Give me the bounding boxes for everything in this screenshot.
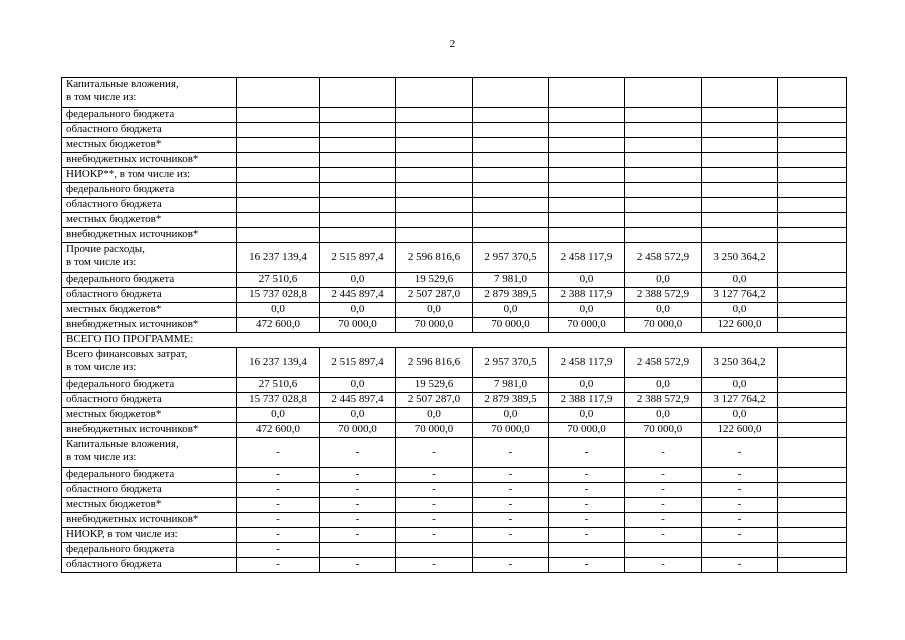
table-cell bbox=[237, 168, 320, 183]
table-cell bbox=[473, 108, 549, 123]
row-label: Капитальные вложения, в том числе из: bbox=[62, 78, 237, 108]
table-row bbox=[62, 123, 847, 138]
table-cell: 0,0 bbox=[237, 303, 320, 318]
table-cell bbox=[778, 318, 847, 333]
table-cell bbox=[778, 213, 847, 228]
table-cell: 2 458 572,9 bbox=[625, 243, 702, 273]
table-row bbox=[62, 303, 847, 318]
row-label: внебюджетных источников* bbox=[62, 318, 237, 333]
table-cell: - bbox=[237, 438, 320, 468]
table-cell bbox=[320, 78, 396, 108]
row-label: НИОКР**, в том числе из: bbox=[62, 168, 237, 183]
table-cell bbox=[778, 348, 847, 378]
table-cell: - bbox=[625, 438, 702, 468]
table-cell bbox=[702, 213, 778, 228]
table-cell bbox=[778, 528, 847, 543]
row-label: областного бюджета bbox=[62, 123, 237, 138]
budget-table bbox=[61, 77, 847, 573]
table-cell bbox=[473, 228, 549, 243]
table-cell: 0,0 bbox=[320, 303, 396, 318]
table-cell: - bbox=[473, 528, 549, 543]
table-row bbox=[62, 348, 847, 378]
table-row bbox=[62, 513, 847, 528]
table-cell: 3 250 364,2 bbox=[702, 348, 778, 378]
table-cell bbox=[625, 78, 702, 108]
table-cell bbox=[778, 423, 847, 438]
table-cell: 27 510,6 bbox=[237, 273, 320, 288]
row-label: федерального бюджета bbox=[62, 273, 237, 288]
table-cell bbox=[549, 108, 625, 123]
row-label: Всего финансовых затрат, в том числе из: bbox=[62, 348, 237, 378]
table-cell bbox=[320, 228, 396, 243]
table-cell: 0,0 bbox=[320, 408, 396, 423]
table-cell bbox=[396, 198, 473, 213]
table-cell bbox=[702, 153, 778, 168]
row-label: Прочие расходы, в том числе из: bbox=[62, 243, 237, 273]
table-cell: 0,0 bbox=[237, 408, 320, 423]
table-cell: 0,0 bbox=[549, 273, 625, 288]
table-cell: 2 957 370,5 bbox=[473, 243, 549, 273]
table-cell bbox=[320, 153, 396, 168]
table-row bbox=[62, 438, 847, 468]
table-cell: - bbox=[702, 483, 778, 498]
row-label: НИОКР, в том числе из: bbox=[62, 528, 237, 543]
table-cell bbox=[396, 78, 473, 108]
table-cell bbox=[320, 198, 396, 213]
table-cell: 27 510,6 bbox=[237, 378, 320, 393]
table-cell bbox=[778, 558, 847, 573]
table-cell: 2 596 816,6 bbox=[396, 348, 473, 378]
table-cell bbox=[778, 393, 847, 408]
table-cell bbox=[473, 198, 549, 213]
table-cell bbox=[778, 168, 847, 183]
table-cell bbox=[237, 108, 320, 123]
row-label: внебюджетных источников* bbox=[62, 423, 237, 438]
table-cell bbox=[778, 273, 847, 288]
table-cell: - bbox=[320, 528, 396, 543]
row-label: федерального бюджета bbox=[62, 543, 237, 558]
table-cell bbox=[396, 108, 473, 123]
table-cell bbox=[778, 378, 847, 393]
table-row bbox=[62, 333, 847, 348]
table-cell bbox=[237, 123, 320, 138]
table-cell: 2 507 287,0 bbox=[396, 288, 473, 303]
table-cell: 0,0 bbox=[320, 378, 396, 393]
table-cell bbox=[549, 123, 625, 138]
table-cell bbox=[473, 213, 549, 228]
table-cell bbox=[702, 543, 778, 558]
table-cell: - bbox=[473, 558, 549, 573]
table-cell bbox=[778, 123, 847, 138]
table-cell: - bbox=[320, 483, 396, 498]
table-cell: - bbox=[396, 468, 473, 483]
table-cell bbox=[778, 243, 847, 273]
table-cell bbox=[237, 228, 320, 243]
table-cell bbox=[549, 138, 625, 153]
table-cell: 0,0 bbox=[625, 273, 702, 288]
table-cell bbox=[625, 213, 702, 228]
table-row bbox=[62, 423, 847, 438]
table-cell bbox=[702, 78, 778, 108]
table-cell: - bbox=[549, 513, 625, 528]
table-cell: - bbox=[473, 483, 549, 498]
table-cell: - bbox=[549, 528, 625, 543]
table-cell: - bbox=[237, 513, 320, 528]
table-cell: 15 737 028,8 bbox=[237, 393, 320, 408]
table-cell: 70 000,0 bbox=[549, 423, 625, 438]
table-cell: - bbox=[625, 498, 702, 513]
table-row bbox=[62, 273, 847, 288]
table-cell: 0,0 bbox=[396, 408, 473, 423]
table-cell: - bbox=[625, 483, 702, 498]
table-cell bbox=[237, 213, 320, 228]
table-cell: - bbox=[237, 558, 320, 573]
table-cell bbox=[473, 168, 549, 183]
table-cell: 0,0 bbox=[473, 303, 549, 318]
table-cell bbox=[778, 513, 847, 528]
table-cell bbox=[778, 78, 847, 108]
table-cell: - bbox=[396, 498, 473, 513]
table-cell bbox=[396, 168, 473, 183]
table-cell: - bbox=[473, 498, 549, 513]
table-cell: 15 737 028,8 bbox=[237, 288, 320, 303]
table-cell bbox=[702, 168, 778, 183]
table-cell bbox=[549, 168, 625, 183]
table-cell bbox=[778, 498, 847, 513]
table-cell: - bbox=[320, 498, 396, 513]
row-label: областного бюджета bbox=[62, 393, 237, 408]
table-cell: 0,0 bbox=[473, 408, 549, 423]
table-cell: 0,0 bbox=[702, 303, 778, 318]
table-cell bbox=[320, 108, 396, 123]
table-cell: - bbox=[320, 438, 396, 468]
table-cell: 3 250 364,2 bbox=[702, 243, 778, 273]
row-label: внебюджетных источников* bbox=[62, 228, 237, 243]
table-cell: 16 237 139,4 bbox=[237, 348, 320, 378]
table-cell: 0,0 bbox=[702, 408, 778, 423]
table-cell: 0,0 bbox=[549, 303, 625, 318]
row-label: областного бюджета bbox=[62, 288, 237, 303]
table-cell bbox=[778, 108, 847, 123]
row-label: местных бюджетов* bbox=[62, 303, 237, 318]
table-cell bbox=[396, 138, 473, 153]
table-cell: - bbox=[549, 483, 625, 498]
table-cell: 2 957 370,5 bbox=[473, 348, 549, 378]
table-row bbox=[62, 198, 847, 213]
table-row bbox=[62, 228, 847, 243]
table-cell bbox=[549, 183, 625, 198]
table-cell bbox=[549, 198, 625, 213]
table-cell: 3 127 764,2 bbox=[702, 393, 778, 408]
table-cell bbox=[320, 213, 396, 228]
table-cell: 7 981,0 bbox=[473, 378, 549, 393]
table-cell: - bbox=[625, 513, 702, 528]
table-cell bbox=[778, 438, 847, 468]
row-label: местных бюджетов* bbox=[62, 498, 237, 513]
table-cell bbox=[778, 543, 847, 558]
table-cell bbox=[549, 213, 625, 228]
table-cell: 2 445 897,4 bbox=[320, 393, 396, 408]
table-cell: - bbox=[237, 543, 320, 558]
table-cell: 70 000,0 bbox=[320, 318, 396, 333]
table-cell: 122 600,0 bbox=[702, 318, 778, 333]
table-cell bbox=[549, 228, 625, 243]
table-cell: 2 879 389,5 bbox=[473, 288, 549, 303]
table-row bbox=[62, 168, 847, 183]
table-cell: - bbox=[320, 513, 396, 528]
table-cell bbox=[778, 138, 847, 153]
table-cell: - bbox=[625, 558, 702, 573]
table-cell: 16 237 139,4 bbox=[237, 243, 320, 273]
table-cell bbox=[778, 228, 847, 243]
row-label: местных бюджетов* bbox=[62, 408, 237, 423]
table-cell bbox=[625, 108, 702, 123]
table-cell bbox=[473, 78, 549, 108]
table-row bbox=[62, 108, 847, 123]
row-label: местных бюджетов* bbox=[62, 213, 237, 228]
table-cell: 0,0 bbox=[549, 378, 625, 393]
table-cell: 0,0 bbox=[625, 408, 702, 423]
row-label: областного бюджета bbox=[62, 483, 237, 498]
table-cell: 472 600,0 bbox=[237, 318, 320, 333]
table-cell: 70 000,0 bbox=[320, 423, 396, 438]
table-cell: 2 458 117,9 bbox=[549, 348, 625, 378]
table-cell: - bbox=[549, 468, 625, 483]
row-label: местных бюджетов* bbox=[62, 138, 237, 153]
table-cell bbox=[625, 138, 702, 153]
table-cell bbox=[625, 168, 702, 183]
table-cell bbox=[473, 153, 549, 168]
table-cell bbox=[778, 468, 847, 483]
table-cell: 70 000,0 bbox=[473, 318, 549, 333]
table-cell: 2 388 117,9 bbox=[549, 288, 625, 303]
table-cell: 2 515 897,4 bbox=[320, 243, 396, 273]
table-cell: 70 000,0 bbox=[625, 318, 702, 333]
table-cell: 19 529,6 bbox=[396, 273, 473, 288]
table-cell: - bbox=[396, 558, 473, 573]
table-cell bbox=[237, 78, 320, 108]
table-row bbox=[62, 408, 847, 423]
table-cell: - bbox=[473, 468, 549, 483]
table-cell bbox=[237, 183, 320, 198]
table-cell: 70 000,0 bbox=[625, 423, 702, 438]
table-cell: 2 388 572,9 bbox=[625, 288, 702, 303]
table-row bbox=[62, 183, 847, 198]
table-cell bbox=[625, 183, 702, 198]
table-row bbox=[62, 558, 847, 573]
table-cell bbox=[549, 153, 625, 168]
table-cell bbox=[625, 543, 702, 558]
table-cell: - bbox=[396, 438, 473, 468]
table-cell: - bbox=[549, 498, 625, 513]
row-label: внебюджетных источников* bbox=[62, 153, 237, 168]
table-cell: - bbox=[396, 483, 473, 498]
table-cell: - bbox=[396, 513, 473, 528]
table-cell bbox=[778, 288, 847, 303]
row-label: областного бюджета bbox=[62, 198, 237, 213]
table-cell: - bbox=[625, 468, 702, 483]
table-cell bbox=[396, 183, 473, 198]
row-label: федерального бюджета bbox=[62, 378, 237, 393]
row-label: Капитальные вложения, в том числе из: bbox=[62, 438, 237, 468]
table-cell bbox=[320, 123, 396, 138]
table-cell bbox=[702, 183, 778, 198]
table-cell: - bbox=[237, 483, 320, 498]
table-cell bbox=[237, 138, 320, 153]
table-row bbox=[62, 318, 847, 333]
table-cell: 2 388 572,9 bbox=[625, 393, 702, 408]
table-cell: - bbox=[702, 558, 778, 573]
table-cell bbox=[549, 543, 625, 558]
table-row bbox=[62, 78, 847, 108]
table-cell: 0,0 bbox=[625, 378, 702, 393]
table-cell bbox=[396, 153, 473, 168]
table-cell: 472 600,0 bbox=[237, 423, 320, 438]
table-cell bbox=[702, 138, 778, 153]
table-cell: - bbox=[625, 528, 702, 543]
table-cell: 19 529,6 bbox=[396, 378, 473, 393]
table-cell bbox=[625, 153, 702, 168]
table-cell bbox=[625, 228, 702, 243]
table-cell bbox=[625, 123, 702, 138]
table-cell: 70 000,0 bbox=[473, 423, 549, 438]
table-cell: 0,0 bbox=[625, 303, 702, 318]
table-cell bbox=[396, 543, 473, 558]
table-cell: 0,0 bbox=[320, 273, 396, 288]
table-row bbox=[62, 393, 847, 408]
table-row bbox=[62, 138, 847, 153]
table-cell: - bbox=[237, 468, 320, 483]
table-cell: - bbox=[396, 528, 473, 543]
table-cell bbox=[320, 183, 396, 198]
row-label: федерального бюджета bbox=[62, 108, 237, 123]
table-cell bbox=[473, 138, 549, 153]
table-cell bbox=[320, 138, 396, 153]
table-cell: - bbox=[702, 438, 778, 468]
table-row bbox=[62, 213, 847, 228]
table-row bbox=[62, 288, 847, 303]
table-cell: 70 000,0 bbox=[549, 318, 625, 333]
table-cell bbox=[473, 543, 549, 558]
table-cell bbox=[549, 78, 625, 108]
table-cell bbox=[320, 543, 396, 558]
table-cell: 70 000,0 bbox=[396, 423, 473, 438]
table-cell bbox=[778, 153, 847, 168]
table-cell: - bbox=[473, 513, 549, 528]
table-cell bbox=[237, 198, 320, 213]
table-cell: - bbox=[702, 528, 778, 543]
table-row bbox=[62, 528, 847, 543]
table-row bbox=[62, 378, 847, 393]
table-cell bbox=[778, 198, 847, 213]
table-cell bbox=[702, 228, 778, 243]
table-cell: 0,0 bbox=[549, 408, 625, 423]
table-row bbox=[62, 468, 847, 483]
table-cell: - bbox=[702, 468, 778, 483]
table-cell bbox=[778, 408, 847, 423]
table-cell bbox=[625, 198, 702, 213]
table-cell bbox=[702, 198, 778, 213]
table-row bbox=[62, 543, 847, 558]
table-cell: - bbox=[237, 528, 320, 543]
table-row bbox=[62, 483, 847, 498]
table-cell bbox=[396, 213, 473, 228]
table-cell: 0,0 bbox=[702, 378, 778, 393]
table-cell bbox=[396, 228, 473, 243]
row-label: федерального бюджета bbox=[62, 468, 237, 483]
table-cell bbox=[702, 123, 778, 138]
table-cell bbox=[702, 108, 778, 123]
table-cell bbox=[237, 153, 320, 168]
table-row bbox=[62, 153, 847, 168]
table-cell: - bbox=[237, 498, 320, 513]
table-cell bbox=[778, 183, 847, 198]
table-cell: 70 000,0 bbox=[396, 318, 473, 333]
table-cell: - bbox=[320, 558, 396, 573]
table-cell bbox=[320, 168, 396, 183]
row-label: ВСЕГО ПО ПРОГРАММЕ: bbox=[62, 333, 847, 348]
table-cell: 2 445 897,4 bbox=[320, 288, 396, 303]
table-cell: - bbox=[473, 438, 549, 468]
table-cell bbox=[473, 183, 549, 198]
row-label: внебюджетных источников* bbox=[62, 513, 237, 528]
table-cell: 2 596 816,6 bbox=[396, 243, 473, 273]
table-cell: 7 981,0 bbox=[473, 273, 549, 288]
table-cell bbox=[778, 303, 847, 318]
row-label: федерального бюджета bbox=[62, 183, 237, 198]
table-row bbox=[62, 243, 847, 273]
table-cell: - bbox=[702, 513, 778, 528]
table-cell: 0,0 bbox=[396, 303, 473, 318]
table-cell bbox=[396, 123, 473, 138]
table-cell: 0,0 bbox=[702, 273, 778, 288]
page-number: 2 bbox=[449, 38, 456, 50]
table-cell: 2 507 287,0 bbox=[396, 393, 473, 408]
table-cell: 2 515 897,4 bbox=[320, 348, 396, 378]
table-row bbox=[62, 498, 847, 513]
table-cell bbox=[778, 483, 847, 498]
table-cell: 2 879 389,5 bbox=[473, 393, 549, 408]
table-cell: - bbox=[702, 498, 778, 513]
table-cell: 2 458 117,9 bbox=[549, 243, 625, 273]
table-cell: 122 600,0 bbox=[702, 423, 778, 438]
table-cell: 3 127 764,2 bbox=[702, 288, 778, 303]
table-cell: 2 388 117,9 bbox=[549, 393, 625, 408]
row-label: областного бюджета bbox=[62, 558, 237, 573]
table-cell bbox=[473, 123, 549, 138]
table-cell: 2 458 572,9 bbox=[625, 348, 702, 378]
table-cell: - bbox=[549, 438, 625, 468]
table-cell: - bbox=[549, 558, 625, 573]
table-cell: - bbox=[320, 468, 396, 483]
